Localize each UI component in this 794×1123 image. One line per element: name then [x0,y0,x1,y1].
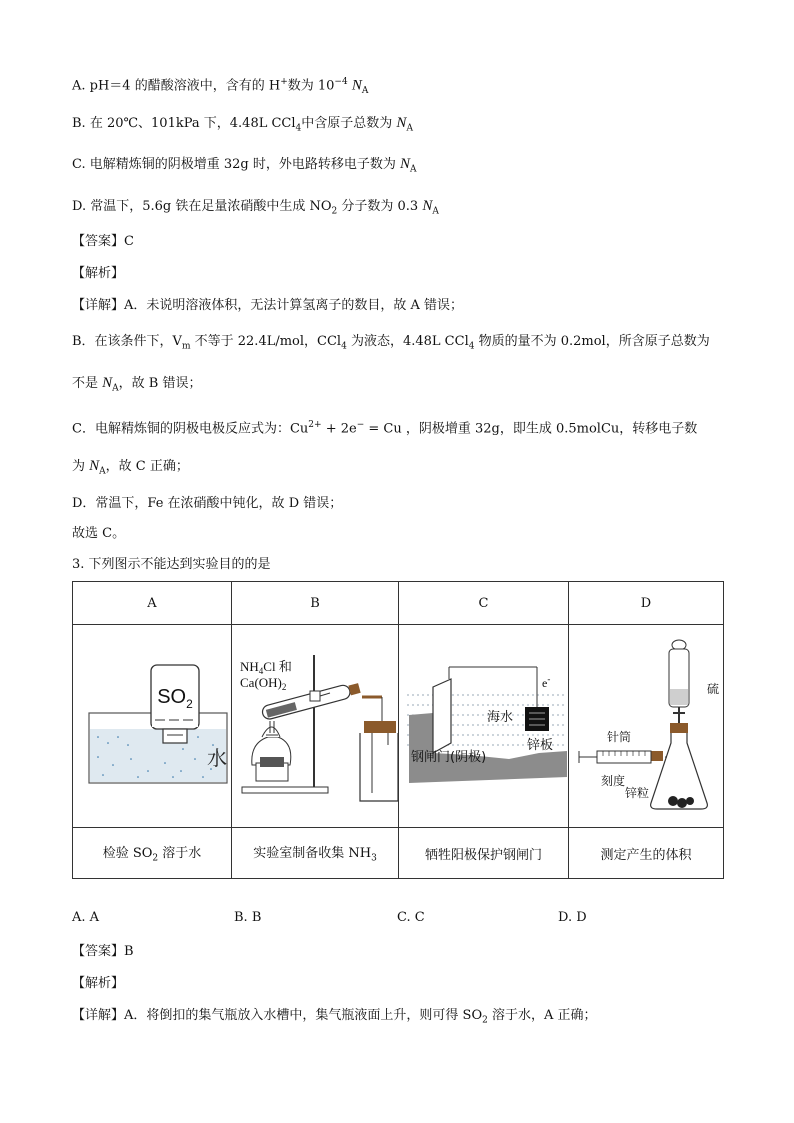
analysis-heading-2: 【解析】 [72,976,125,991]
figure-d [569,625,724,828]
choice-b: B. B [234,910,262,925]
header-d: D [569,582,724,625]
option-c: C. 电解精炼铜的阴极增重 32g 时，外电路转移电子数为 $N_A$ [72,156,417,175]
reagent-label-2: $Ca(OH)_2$ [240,675,287,692]
option-d: D. 常温下，5.6g 铁在足量浓硝酸中生成 $NO_2$ 分子数为 0.3 $N_A$ [72,198,439,217]
zinc-granule-label: 锌粒 [625,786,650,800]
zinc-plate-label: 锌板 [527,738,554,753]
header-a: A [73,582,232,625]
caption-b: 实验室制备收集 $NH_3$ [232,828,399,879]
nh3-preparation-diagram [232,625,398,823]
option-b: B. 在 20℃、101kPa 下，4.48L CCl$_4$中含原子总数为 $N_A$ [72,115,413,134]
scale-label: 刻度 [601,774,626,788]
water-label: 水 [207,746,227,770]
detail-d: D．常温下，Fe 在浓硝酸中钝化，故 D 错误； [72,496,343,511]
detail-c-cont: 为 $N_A$，故 C 正确； [72,458,189,477]
reagent-label-1: $NH_4Cl$ 和 [240,659,292,676]
figure-a [73,625,232,828]
choices [72,910,672,930]
detail-a-2: 【详解】A．将倒扣的集气瓶放入水槽中，集气瓶液面上升，则可得 $SO_2$ 溶于水，A 正确； [72,1008,597,1026]
caption-d: 测定产生的体积 [569,828,724,879]
seawater-label: 海水 [487,710,514,725]
question-3: 3. 下列图示不能达到实验目的的是 [72,557,271,572]
so2-label: $SO_2$ [157,686,193,711]
sacrificial-anode-diagram [399,625,568,823]
figure-c [399,625,569,828]
syringe-label: 针筒 [607,730,632,744]
figure-b [232,625,399,828]
header-c: C [399,582,569,625]
detail-c: C．电解精炼铜的阴极电极反应式为：$Cu^{2+} + 2e^- = Cu$ ，阴极增重 32g，即生成 0.5molCu，转移电子数 [72,420,698,437]
option-a: A. pH＝4 的醋酸溶液中，含有的 H+数为 $10^{-4}$ $N_A$ [72,77,369,96]
so2-inverted-bottle-diagram [73,625,231,823]
detail-b-cont: 不是 $N_A$，故 B 错误； [72,375,202,394]
conclusion: 故选 C。 [72,526,126,541]
answer-2: 【答案】B [72,944,134,959]
electron-label: e- [542,674,551,690]
gas-volume-diagram [569,625,723,823]
steel-gate-label: 钢闸门(阴极) [411,750,487,765]
choice-d: D. D [558,910,587,925]
acid-label: 硫 [707,682,720,696]
answer-1: 【答案】C [72,234,134,249]
caption-a: 检验 $SO_2$ 溶于水 [73,828,232,879]
experiment-table [72,581,724,879]
choice-a: A. A [72,910,100,925]
caption-c: 牺牲阳极保护钢闸门 [399,828,569,879]
analysis-heading-1: 【解析】 [72,266,125,281]
detail-a: 【详解】A．未说明溶液体积，无法计算氢离子的数目，故 A 错误； [72,298,464,313]
header-b: B [232,582,399,625]
detail-b: B．在该条件下，$V_m$ 不等于 22.4L/mol，CCl$_4$ 为液态，4.48L CCl$_4$ 物质的量不为 0.2mol，所含原子总数为 [72,334,710,352]
choice-c: C. C [397,910,425,925]
